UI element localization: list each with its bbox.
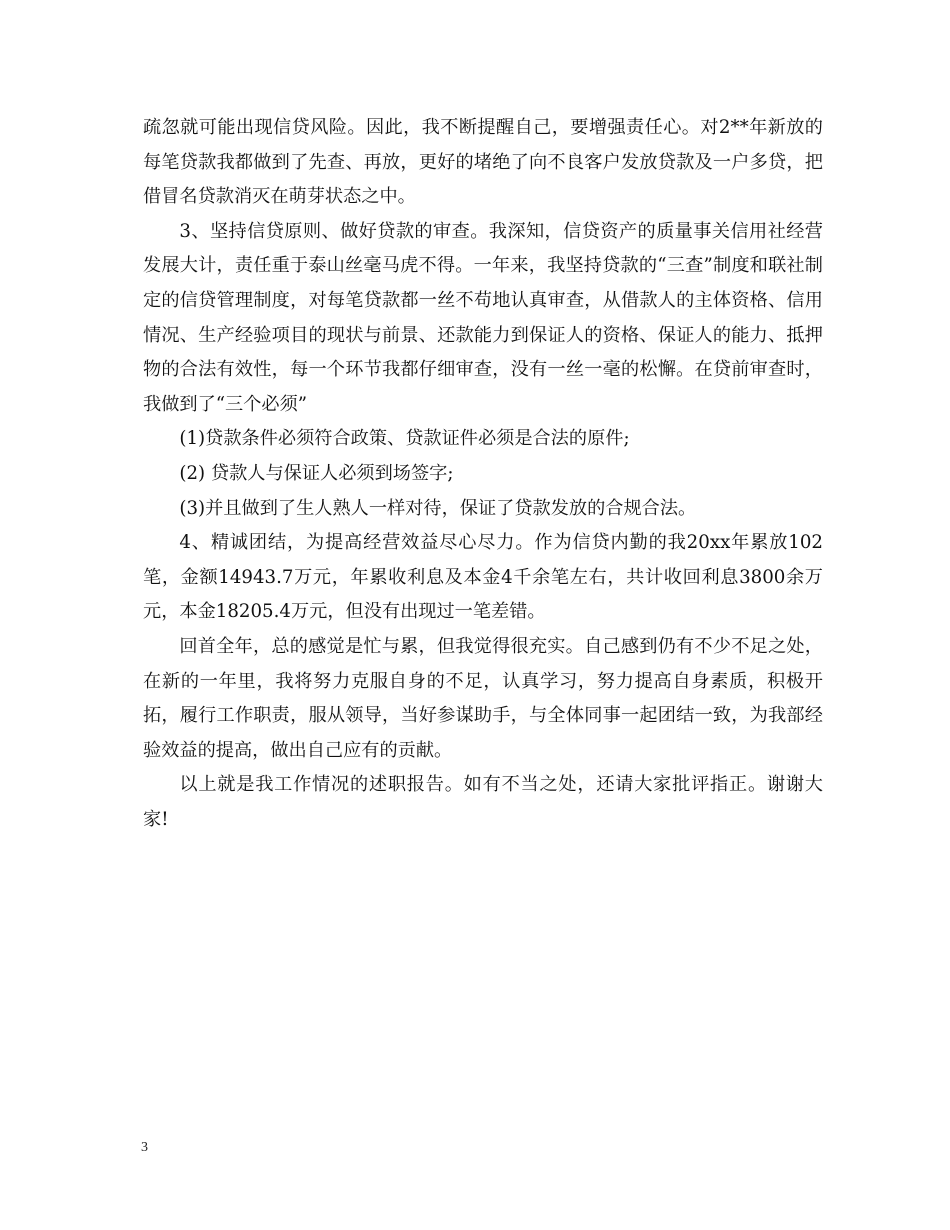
paragraph-2: 3、坚持信贷原则、做好贷款的审查。我深知，信贷资产的质量事关信用社经营发展大计，责任重于泰山丝毫马虎不得。一年来，我坚持贷款的“三查”制度和联社制定的信贷管理制度，对每笔贷款都一丝不苟地认真审查，从借款人的主体资格、信用情况、生产经验项目的现状与前景、还款能力到保证人的资格、保证人的能力、抵押物的合法有效性，每一个环节我都仔细审查，没有一丝一毫的松懈。在贷前审查时，我做到了“三个必须” bbox=[143, 220, 823, 415]
paragraph-4: (2) 贷款人与保证人必须到场签字; bbox=[179, 462, 454, 484]
paragraph-6: 4、精诚团结，为提高经营效益尽心尽力。作为信贷内勤的我20xx年累放102笔，金额14943.7万元，年累收利息及本金4千余笔左右，共计收回利息3800余万元，本金18205.4万元，但没有出现过一笔差错。 bbox=[143, 532, 823, 623]
document-body bbox=[143, 111, 823, 837]
paragraph-8: 以上就是我工作情况的述职报告。如有不当之处，还请大家批评指正。谢谢大家! bbox=[143, 774, 823, 830]
paragraph-5: (3)并且做到了生人熟人一样对待，保证了贷款发放的合规合法。 bbox=[179, 497, 697, 519]
paragraph-3: (1)贷款条件必须符合政策、贷款证件必须是合法的原件; bbox=[179, 428, 630, 450]
page-number: 3 bbox=[141, 1140, 148, 1155]
paragraph-1: 疏忽就可能出现信贷风险。因此，我不断提醒自己，要增强责任心。对2**年新放的每笔贷款我都做到了先查、再放，更好的堵绝了向不良客户发放贷款及一户多贷，把借冒名贷款消灭在萌芽状态之中。 bbox=[143, 117, 823, 208]
paragraph-7: 回首全年，总的感觉是忙与累，但我觉得很充实。自己感到仍有不少不足之处，在新的一年里，我将努力克服自身的不足，认真学习，努力提高自身素质，积极开拓，履行工作职责，服从领导，当好参谋助手，与全体同事一起团结一致，为我部经验效益的提高，做出自己应有的贡献。 bbox=[143, 635, 823, 761]
